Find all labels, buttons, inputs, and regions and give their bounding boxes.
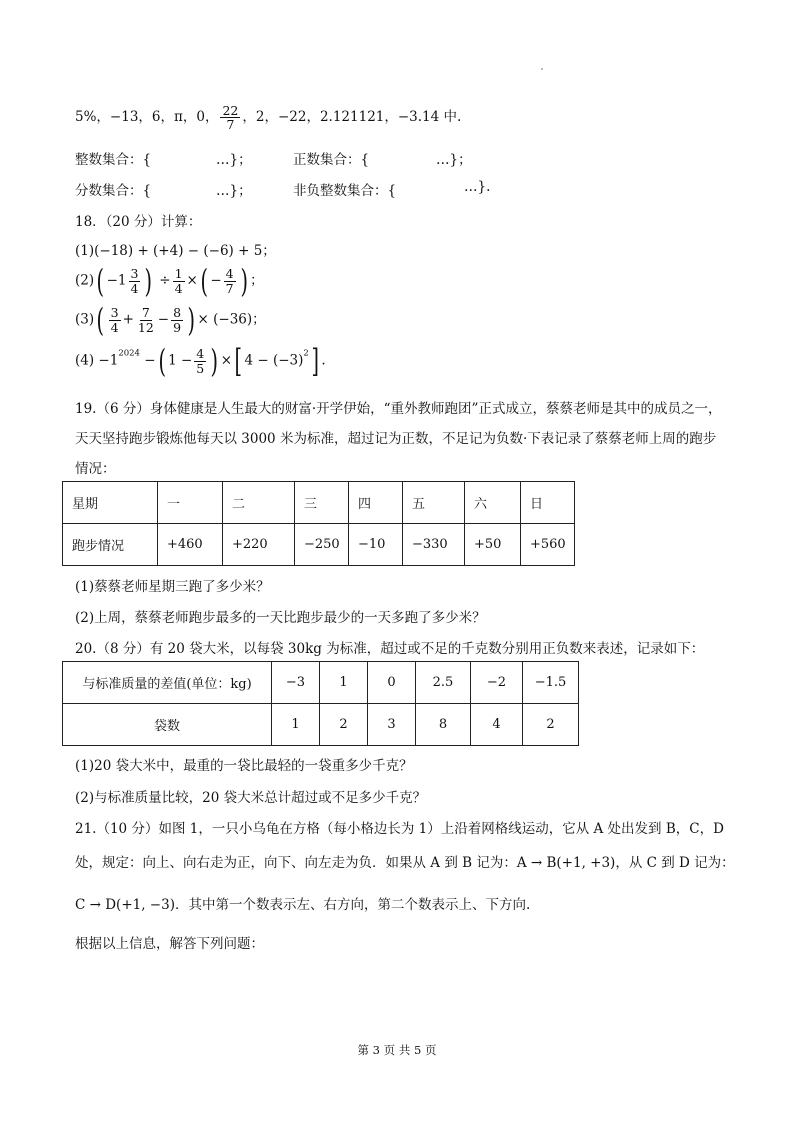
q19-line3: 情况： [75,461,116,477]
q19-header-cell: 三 [295,482,349,524]
set-positive-end: …}； [436,152,472,168]
q19-table [62,481,575,566]
q20-data-cell: 2 [523,704,579,746]
q19-header-cell: 四 [349,482,403,524]
q18-part2: (2)( −1 $\frac{3}{4}$ ) ÷ $\frac{1}{4}$ ×( − $\frac{4}{7}$ ) ； [75,262,264,300]
q18-part4: $(4) -1^{2024}$ −( 1 − $\frac{4}{5}$ ) ×[ $4 - (-3)^2$] . [75,342,326,380]
q20-header-row [63,662,579,704]
q21-line4: 根据以上信息，解答下列问题： [75,936,264,952]
q20-data-cell: 袋数 [63,704,272,746]
q17-number-list [75,104,461,131]
q20-table [62,661,579,746]
q19-header-cell: 六 [465,482,521,524]
set-fraction-end: …}； [216,183,252,199]
q20-data-row [63,704,579,746]
set-nonneg-int: 非负整数集合：{ [293,183,397,199]
q19-data-cell: +460 [158,524,223,566]
q19-data-cell: −250 [295,524,349,566]
scan-speck [541,68,543,70]
q19-header-cell: 二 [223,482,295,524]
q20-data-cell: 3 [368,704,416,746]
set-integer-end: …}； [216,152,252,168]
q20-sub1: (1)20 袋大米中，最重的一袋比最轻的一袋重多少千克？ [75,758,413,774]
q17-list-head: 5%，−13，6，π，0， [75,109,219,126]
q19-data-cell: +220 [223,524,295,566]
q19-sub2: (2)上周，蔡蔡老师跑步最多的一天比跑步最少的一天多跑了多少米？ [75,610,486,626]
q20-data-cell: 1 [272,704,320,746]
q19-header-cell: 星期 [63,482,158,524]
set-nonneg-int-end: …}. [464,179,491,195]
q20-header-cell: 2.5 [416,662,471,704]
q20-data-cell: 2 [320,704,368,746]
q19-header-cell: 五 [403,482,465,524]
q20-header-cell: −3 [272,662,320,704]
q17-fraction: $\frac{22}{7}$ [222,103,239,133]
q18-part3: (3)( $\frac{3}{4}$ + $\frac{7}{12}$ − $\frac{8}{9}$ ) × (−36)； [75,301,266,339]
q20-line1: 20.（8 分）有 20 袋大米，以每袋 30kg 为标准，超过或不足的千克数分别用正负数来表述，记录如下： [75,641,705,657]
q20-header-cell: −2 [471,662,523,704]
q19-data-cell: −10 [349,524,403,566]
q18-part1: (1)(−18) + (+4) − (−6) + 5； [75,243,276,259]
q19-header-cell: 日 [521,482,575,524]
q19-header-row [63,482,575,524]
set-fraction: 分数集合：{ [75,183,152,199]
q19-data-cell: −330 [403,524,465,566]
q19-data-cell: +50 [465,524,521,566]
q20-header-cell: 0 [368,662,416,704]
q19-data-cell: 跑步情况 [63,524,158,566]
q19-data-cell: +560 [521,524,575,566]
q20-header-cell: 与标准质量的差值(单位：kg) [63,662,272,704]
q20-data-cell: 8 [416,704,471,746]
page-footer: 第 3 页 共 5 页 [357,1043,437,1057]
q19-line2: 天天坚持跑步锻炼他每天以 3000 米为标准，超过记为正数，不足记为负数·下表记录了蔡蔡老师上周的跑步 [75,431,717,447]
q21-line2: 处，规定：向上、向右走为正，向下、向左走为负．如果从 A 到 B 记为：A → B(+1, +3)，从 C 到 D 记为： [75,855,735,871]
q19-sub1: (1)蔡蔡老师星期三跑了多少米？ [75,579,270,595]
q19-header-cell: 一 [158,482,223,524]
q20-header-cell: −1.5 [523,662,579,704]
q21-line1: 21.（10 分）如图 1，一只小乌龟在方格（每小格边长为 1）上沿着网格线运动，它从 A 处出发到 B，C，D [75,821,724,837]
q20-header-cell: 1 [320,662,368,704]
q20-data-cell: 4 [471,704,523,746]
q18-title: 18．（20 分）计算： [75,214,202,230]
q20-sub2: (2)与标准质量比较，20 袋大米总计超过或不足多少千克？ [75,790,427,806]
q19-line1: 19.（6 分）身体健康是人生最大的财富·开学伊始，“重外教师跑团”正式成立，蔡蔡老师是其中的成员之一， [75,401,722,417]
q21-line3: C → D(+1, −3)．其中第一个数表示左、右方向，第二个数表示上、下方向. [75,897,531,913]
set-integer: 整数集合：{ [75,152,152,168]
q19-data-row [63,524,575,566]
set-positive: 正数集合：{ [293,152,370,168]
q17-list-tail: ，2，−22，2.121121，−3.14 中. [242,109,462,126]
